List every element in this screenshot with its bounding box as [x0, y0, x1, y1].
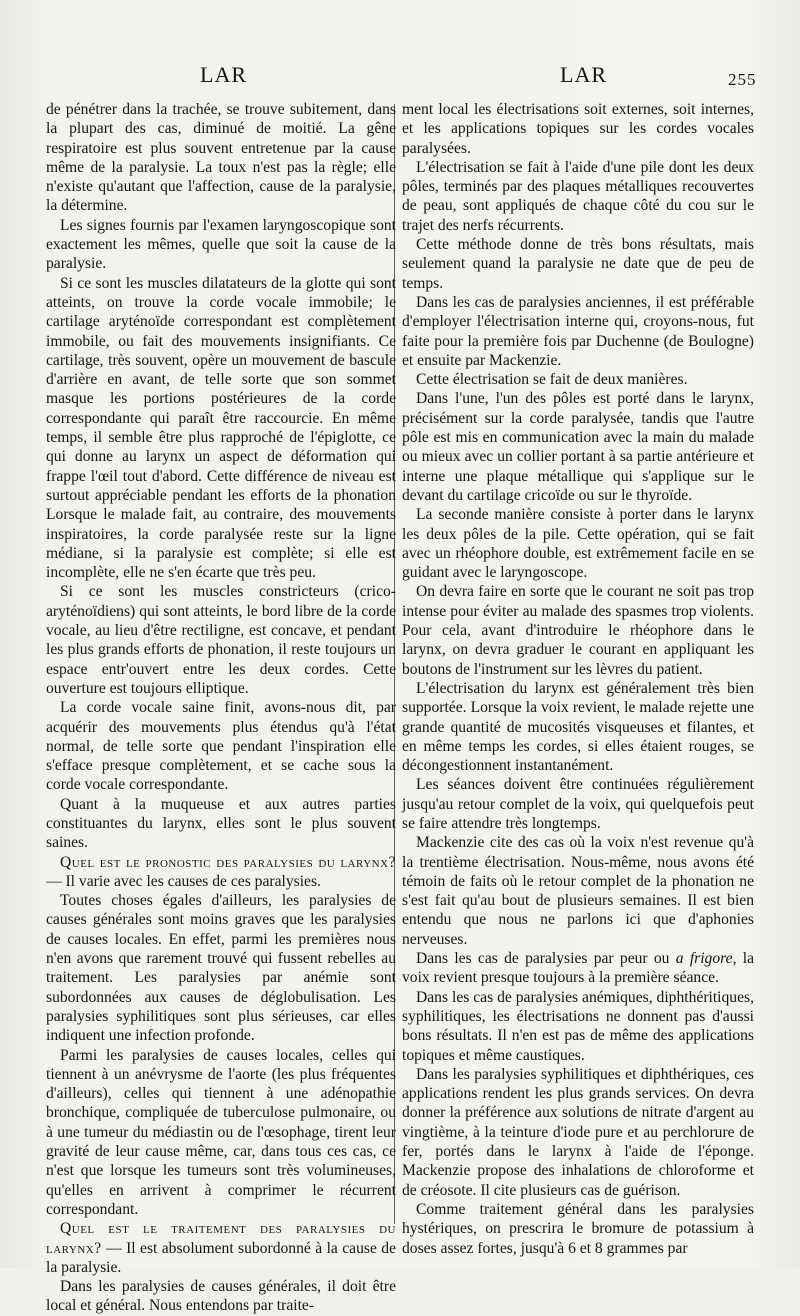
frigore-text-after: , la voix revient presque toujours à la première séance.	[402, 950, 754, 987]
paragraph: Quant à la muqueuse et aux autres parties constituantes du larynx, elles sont le plus souvent saines.	[46, 795, 396, 852]
paragraph: Si ce sont les muscles constricteurs (crico-aryténoïdiens) qui sont atteints, le bord libre de la corde vocale, au lieu d'être rectiligne, est concave, et pendant les plus grands efforts de phonation, il reste toujours un espace entr'ouvert entre les deux cordes. Cette ouverture est toujours elliptique.	[46, 583, 396, 697]
paragraph: Comme traitement général dans les paralysies hystériques, on prescrira le bromure de potassium à doses assez fortes, jusqu'à 6 et 8 grammes par	[402, 1200, 754, 1257]
treatment-answer: — Il est absolument subordonné à la cause de la paralysie.	[46, 1239, 396, 1276]
prognosis-answer: — Il varie avec les causes de ces paralysies.	[46, 872, 321, 890]
paragraph: Dans l'une, l'un des pôles est porté dans le larynx, précisément sur la corde paralysée, tandis que l'autre pôle est mis en communication avec la main du malade ou mieux avec un collier portant à sa partie antérieure et interne une plaque métallique qui s'applique sur le devant du cartilage cricoïde ou sur le thyroïde.	[402, 390, 754, 504]
paragraph: L'électrisation se fait à l'aide d'une pile dont les deux pôles, terminés par des plaques métalliques recouvertes de peau, sont appliqués de chaque côté du cou sur le trajet des nerfs récurrents.	[402, 158, 754, 234]
running-head-right: LAR	[560, 62, 607, 87]
paragraph: Cette électrisation se fait de deux manières.	[416, 371, 688, 389]
paragraph: Mackenzie cite des cas où la voix n'est revenue qu'à la trentième électrisation. Nous-même, nous avons été témoin de faits où le retour complet de la phonation ne s'est fait qu'au bout de plusieurs semaines. Il est bien entendu que nous ne parlons ici que d'aphonies nerveuses.	[402, 834, 754, 948]
prognosis-heading: Quel est le pronostic des paralysies du larynx?	[60, 853, 396, 871]
page-number: 255	[728, 70, 757, 89]
treatment-heading: Quel est le traitement des paralysies du larynx?	[46, 1220, 396, 1257]
paragraph: Les signes fournis par l'examen laryngoscopique sont exactement les mêmes, quelle que soit la cause de la paralysie.	[46, 216, 396, 273]
frigore-text-before: Dans les cas de paralysies par peur ou	[416, 950, 676, 968]
frigore-italic: a frigore	[675, 950, 733, 968]
left-column	[46, 100, 396, 1316]
right-column	[402, 100, 754, 1258]
paragraph: On devra faire en sorte que le courant ne soit pas trop intense pour éviter au malade des spasmes trop violents. Pour cela, avant d'introduire le rhéophore dans le larynx, on devra graduer le courant en appliquant les boutons de l'instrument sur les lèvres du patient.	[402, 583, 754, 678]
paragraph: Toutes choses égales d'ailleurs, les paralysies de causes générales sont moins graves que les paralysies de causes locales. En effet, parmi les premières nous n'en avons que rarement trouvé qui fussent rebelles au traitement. Les paralysies par anémie sont subordonnées aux causes de déglobulisation. Les paralysies syphilitiques sont plus sérieuses, car elles indiquent une infection profonde.	[46, 892, 396, 1045]
paragraph: Dans les cas de paralysies anémiques, diphthéritiques, syphilitiques, les électrisations ne donnent pas d'aussi bons résultats. Il n'en est pas de même des applications topiques et même caustiques.	[402, 988, 754, 1064]
paragraph: La seconde manière consiste à porter dans le larynx les deux pôles de la pile. Cette opération, qui se fait avec un rhéophore double, est extrêmement facile en se guidant avec le laryngoscope.	[402, 506, 754, 582]
paragraph: Cette méthode donne de très bons résultats, mais seulement quand la paralysie ne date que de peu de temps.	[402, 236, 754, 292]
paragraph: L'électrisation du larynx est généralement très bien supportée. Lorsque la voix revient, le malade rejette une grande quantité de mucosités visqueuses et filantes, et en même temps les cordes, si elles étaient rouges, se décongestionnent instantanément.	[402, 679, 754, 775]
paragraph: Dans les cas de paralysies anciennes, il est préférable d'employer l'électrisation interne qui, croyons-nous, fut faite pour la première fois par Duchenne (de Boulogne) et ensuite par Mackenzie.	[402, 293, 754, 369]
paragraph: Dans les paralysies syphilitiques et diphthériques, ces applications rendent les plus grands services. On devra donner la préférence aux solutions de nitrate d'argent au vingtième, à la teinture d'iode pure et au perchlorure de fer, portés dans le larynx à l'aide de l'éponge. Mackenzie propose des inhalations de chloroforme et de créosote. Il cite plusieurs cas de guérison.	[402, 1065, 754, 1199]
paragraph: Les séances doivent être continuées régulièrement jusqu'au retour complet de la voix, qui quelquefois peut se faire attendre très longtemps.	[402, 776, 754, 832]
paragraph: de pénétrer dans la trachée, se trouve subitement, dans la plupart des cas, diminué de moitié. La gêne respiratoire est plus souvent entretenue par la cause même de la paralysie. La toux n'est pas la règle; elle n'existe qu'autant que l'affection, cause de la paralysie, la détermine.	[46, 101, 396, 215]
paragraph: Dans les paralysies de causes générales, il doit être local et général. Nous entendons par traite-	[46, 1278, 396, 1315]
paragraph: Si ce sont les muscles dilatateurs de la glotte qui sont atteints, on trouve la corde vocale immobile; le cartilage aryténoïde correspondant est complètement immobile, ou fait des mouvements insignifiants. Ce cartilage, très souvent, opère un mouvement de bascule d'arrière en avant, de telle sorte que son sommet masque les portions postérieures de la corde correspondante qui paraît être raccourcie. En même temps, il semble être plus rapproché de l'épiglotte, ce qui donne au larynx un aspect de déformation qui frappe l'œil tout d'abord. Cette différence de niveau est surtout appréciable pendant les efforts de la phonation Lorsque le malade fait, au contraire, des mouvements inspiratoires, la corde paralysée reste sur la ligne médiane, si la paralysie est complète; si elle est incomplète, elle ne s'en écarte que très peu.	[46, 274, 396, 582]
paragraph: Parmi les paralysies de causes locales, celles qui tiennent à un anévrysme de l'aorte (les plus fréquentes d'ailleurs), celles qui tiennent à une adénopathie bronchique, compliquée de tuberculose pulmonaire, ou à une tumeur du médiastin ou de l'œsophage, tirent leur gravité de leur cause même, car, dans tous ces cas, ce n'est que lorsque les tumeurs sont très volumineuses, qu'elles en arrivent à comprimer le récurrent correspondant.	[46, 1046, 396, 1218]
running-head-left: LAR	[200, 62, 247, 87]
paragraph: ment local les électrisations soit externes, soit internes, et les applications topiques sur les cordes vocales paralysées.	[402, 101, 754, 157]
prognosis-question	[46, 853, 396, 892]
frigore-paragraph	[402, 949, 754, 988]
treatment-question	[46, 1219, 396, 1277]
paragraph: La corde vocale saine finit, avons-nous dit, par acquérir des mouvements plus étendus qu'à l'état normal, de telle sorte que pendant l'inspiration elle s'efface presque complètement, et se cache sous la corde vocale correspondante.	[46, 699, 396, 794]
